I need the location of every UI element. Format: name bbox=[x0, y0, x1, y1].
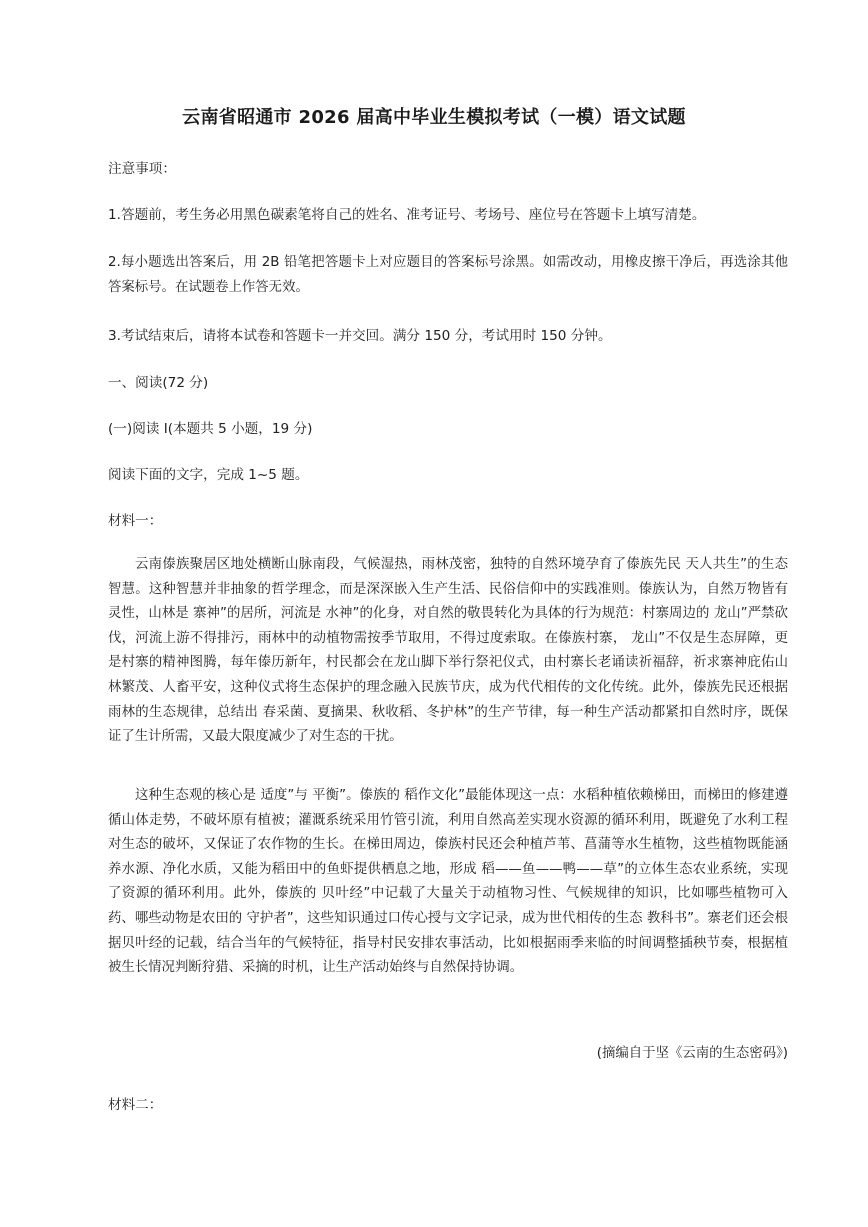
section-instruction: 阅读下面的文字，完成 1~5 题。 bbox=[108, 467, 309, 483]
material-one-label: 材料一： bbox=[108, 513, 163, 529]
material-one-paragraph-1: 云南傣族聚居区地处横断山脉南段，气候湿热，雨林茂密，独特的自然环境孕育了傣族先民 天人共生”的生态智慧。这种智慧并非抽象的哲学理念，而是深深嵌入生产生活、民俗信仰中的实践准则。傣族认为，自然万物皆有灵性，山林是 寨神”的居所，河流是 水神”的化身，对自然的敬畏转化为具体的行为规范：村寨周边的 龙山”严禁砍伐，河流上游不得排污，雨林中的动植物需按季节取用，不得过度索取。在傣族村寨， 龙山”不仅是生态屏障，更是村寨的精神图腾，每年傣历新年，村民都会在龙山脚下举行祭祀仪式，由村寨长老诵读祈福辞，祈求寨神庇佑山林繁茂、人畜平安，这种仪式将生态保护的理念融入民族节庆，成为代代相传的文化传统。此外，傣族先民还根据雨林的生态规律，总结出 春采菌、夏摘果、秋收稻、冬护林”的生产节律，每一种生产活动都紧扣自然时序，既保证了生计所需，又最大限度减少了对生态的干扰。 bbox=[108, 557, 788, 745]
notice-item-3: 3.考试结束后，请将本试卷和答题卡一并交回。满分 150 分，考试用时 150 分钟。 bbox=[108, 328, 612, 344]
notice-heading: 注意事项： bbox=[108, 161, 176, 177]
notice-item-2 bbox=[108, 250, 788, 300]
page-title: 云南省昭通市 2026 届高中毕业生模拟考试（一模）语文试题 bbox=[182, 107, 686, 128]
material-one-source: (摘编自于坚《云南的生态密码》) bbox=[596, 1046, 788, 1061]
section-subheading: (一)阅读 I(本题共 5 小题，19 分) bbox=[108, 421, 313, 437]
section-heading: 一、阅读(72 分) bbox=[108, 375, 209, 391]
notice-item-2-text: 2.每小题选出答案后，用 2B 铅笔把答题卡上对应题目的答案标号涂黑。如需改动，用橡皮擦干净后，再选涂其他答案标号。在试题卷上作答无效。 bbox=[108, 255, 788, 295]
material-two-label: 材料二： bbox=[108, 1097, 163, 1113]
material-one-paragraph-2: 这种生态观的核心是 适度”与 平衡”。傣族的 稻作文化”最能体现这一点：水稻种植依赖梯田，而梯田的修建遵循山体走势，不破坏原有植被；灌溉系统采用竹管引流，利用自然高差实现水资源的循环利用，既避免了水利工程对生态的破坏，又保证了农作物的生长。在梯田周边，傣族村民还会种植芦苇、菖蒲等水生植物，这些植物既能涵养水源、净化水质，又能为稻田中的鱼虾提供栖息之地，形成 稻——鱼——鸭——草”的立体生态农业系统，实现了资源的循环利用。此外，傣族的 贝叶经”中记载了大量关于动植物习性、气候规律的知识，比如哪些植物可入药、哪些动物是农田的 守护者”，这些知识通过口传心授与文字记录，成为世代相传的生态 教科书”。寨老们还会根据贝叶经的记载，结合当年的气候特征，指导村民安排农事活动，比如根据雨季来临的时间调整插秧节奏，根据植被生长情况判断狩猎、采摘的时机，让生产活动始终与自然保持协调。 bbox=[108, 788, 788, 976]
notice-item-1: 1.答题前，考生务必用黑色碳素笔将自己的姓名、准考证号、考场号、座位号在答题卡上填写清楚。 bbox=[108, 207, 706, 223]
